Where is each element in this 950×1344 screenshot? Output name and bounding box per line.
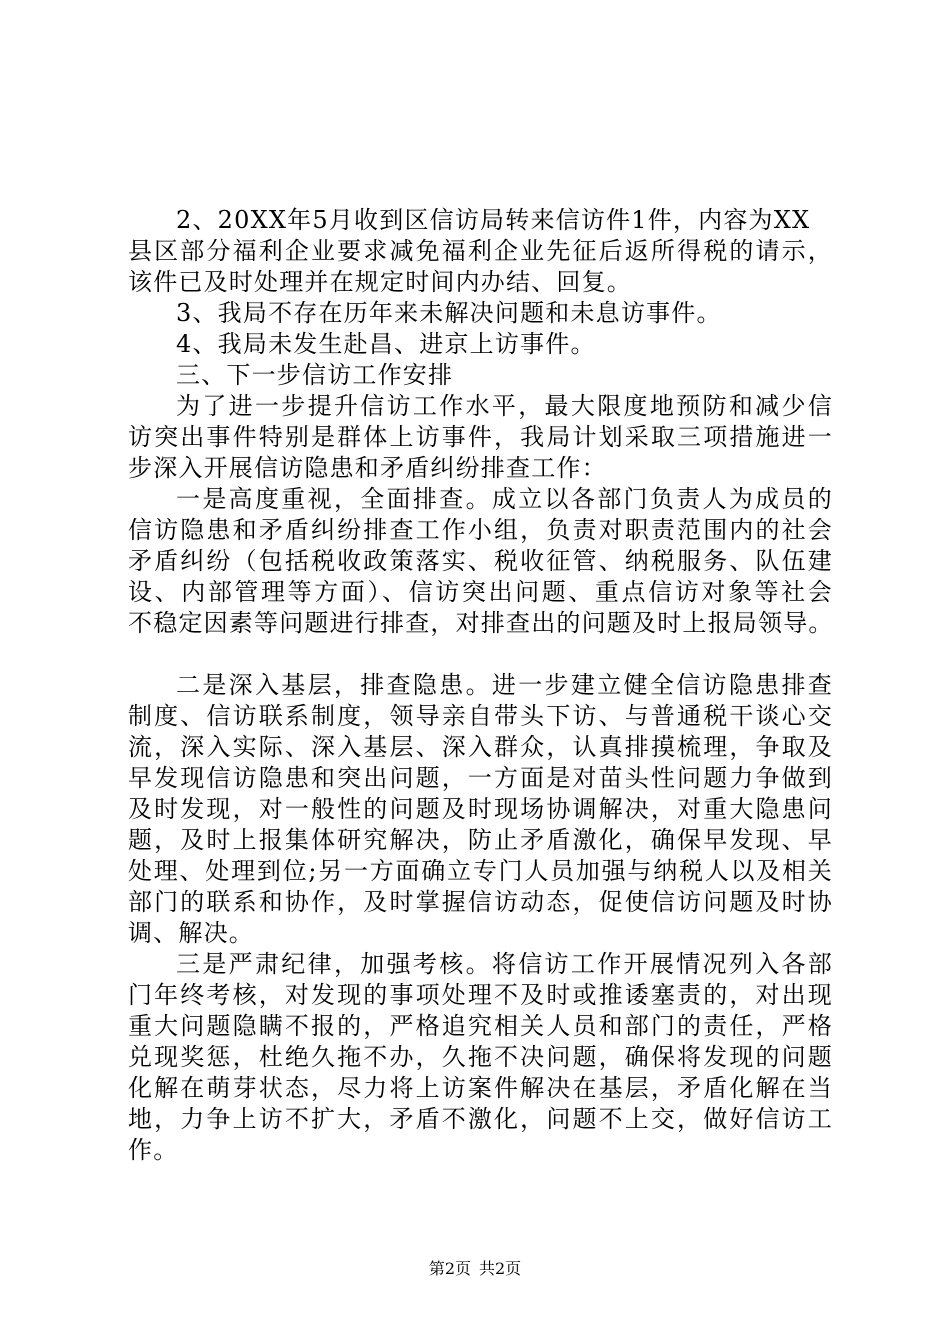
paragraph-line: 流，深入实际、深入基层、深入群众，认真排摸梳理，争取及 [128,733,833,761]
paragraph-line: 步深入开展信访隐患和矛盾纠纷排查工作： [128,454,607,482]
paragraph-spacer [128,639,833,670]
paragraph-line: 4、我局未发生赴昌、进京上访事件。 [176,330,596,358]
paragraph-line: 为了进一步提升信访工作水平，最大限度地预防和减少信 [176,392,833,420]
page-number: 第2页 [428,1259,471,1278]
paragraph-line: 访突出事件特别是群体上访事件，我局计划采取三项措施进一 [128,423,833,451]
paragraph-line: 重大问题隐瞒不报的，严格追究相关人员和部门的责任，严格 [128,1012,833,1040]
paragraph-line: 二是深入基层，排查隐患。进一步建立健全信访隐患排查 [176,671,833,699]
paragraph-line: 县区部分福利企业要求减免福利企业先征后返所得税的请示， [128,237,833,265]
paragraph-line: 该件已及时处理并在规定时间内办结、回复。 [128,268,632,296]
paragraph-line: 及时发现，对一般性的问题及时现场协调解决，对重大隐患问 [128,795,833,823]
paragraph-line: 早发现信访隐患和突出问题，一方面是对苗头性问题力争做到 [128,764,833,792]
section-heading: 三、下一步信访工作安排 [176,361,454,389]
paragraph-line: 信访隐患和矛盾纠纷排查工作小组，负责对职责范围内的社会 [128,516,833,544]
paragraph-line: 部门的联系和协作，及时掌握信访动态，促使信访问题及时协 [128,888,833,916]
document-body [128,205,833,1166]
paragraph-line: 矛盾纠纷（包括税收政策落实、税收征管、纳税服务、队伍建 [128,547,833,575]
paragraph-line: 设、内部管理等方面）、信访突出问题、重点信访对象等社会 [128,578,833,606]
paragraph-line: 门年终考核，对发现的事项处理不及时或推诿塞责的，对出现 [128,981,833,1009]
paragraph-line: 一是高度重视，全面排查。成立以各部门负责人为成员的 [176,485,833,513]
paragraph-line: 制度、信访联系制度，领导亲自带头下访、与普通税干谈心交 [128,702,833,730]
paragraph-line: 三是严肃纪律，加强考核。将信访工作开展情况列入各部 [176,950,833,978]
page-total: 共2页 [479,1259,522,1278]
paragraph-line: 化解在萌芽状态，尽力将上访案件解决在基层，矛盾化解在当 [128,1074,833,1102]
paragraph-line: 3、我局不存在历年来未解决问题和未息访事件。 [176,299,722,327]
paragraph-line: 不稳定因素等问题进行排查，对排查出的问题及时上报局领导。 [128,609,834,637]
paragraph-line: 题，及时上报集体研究解决，防止矛盾激化，确保早发现、早 [128,826,833,854]
paragraph-line: 处理、处理到位;另一方面确立专门人员加强与纳税人以及相关 [128,857,833,885]
paragraph-line: 调、解决。 [128,919,254,947]
paragraph-line: 地，力争上访不扩大，矛盾不激化，问题不上交，做好信访工 [128,1105,833,1133]
paragraph-line: 兑现奖惩，杜绝久拖不办，久拖不决问题，确保将发现的问题 [128,1043,833,1071]
paragraph-line: 作。 [128,1136,179,1164]
page-footer [0,1259,950,1279]
paragraph-line: 2、20XX年5月收到区信访局转来信访件1件，内容为XX [176,206,811,234]
